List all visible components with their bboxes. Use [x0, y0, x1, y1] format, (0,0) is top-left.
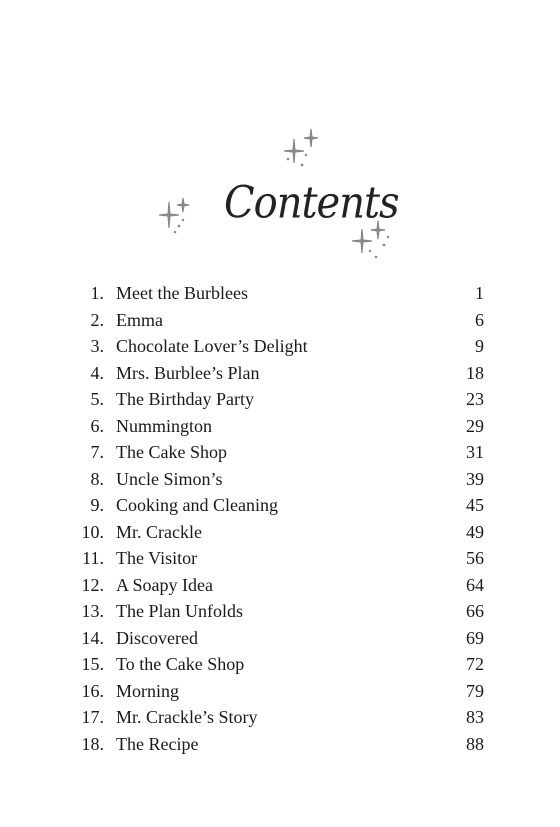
chapter-title: Mr. Crackle: [116, 521, 202, 542]
page-number: 88: [466, 733, 484, 754]
chapter-number: 6.: [90, 415, 104, 436]
page-number: 79: [466, 680, 484, 701]
toc-entry: [80, 386, 484, 413]
page-number: 64: [466, 574, 484, 595]
page-number: 66: [466, 601, 484, 621]
page-number: 83: [466, 707, 484, 727]
chapter-title: A Soapy Idea: [116, 574, 213, 595]
chapter-number: 11.: [82, 548, 104, 568]
page-number: 6: [475, 309, 484, 330]
sparkle-top-icon: [280, 125, 324, 175]
toc-entry: [80, 598, 484, 625]
toc-entry: [80, 413, 484, 440]
page-number: 56: [466, 548, 484, 568]
toc-entry: [80, 333, 484, 360]
chapter-title: Emma: [116, 309, 163, 330]
chapter-number: 10.: [81, 521, 104, 542]
toc-entry: [80, 625, 484, 652]
chapter-title: The Recipe: [116, 733, 199, 754]
chapter-number: 16.: [81, 680, 104, 701]
toc-entry: [80, 545, 484, 572]
chapter-title: The Visitor: [116, 548, 198, 568]
page-number: 23: [466, 389, 484, 409]
chapter-title: Uncle Simon’s: [116, 468, 223, 489]
chapter-number: 5.: [90, 389, 104, 409]
toc-entry: [80, 439, 484, 466]
toc-entry: [80, 492, 484, 519]
chapter-number: 18.: [81, 733, 104, 754]
page-number: 1: [475, 283, 484, 303]
page-number: 31: [466, 442, 484, 462]
chapter-title: Chocolate Lover’s Delight: [116, 336, 308, 356]
table-of-contents: [80, 280, 484, 757]
chapter-number: 9.: [90, 495, 104, 515]
chapter-title: Morning: [116, 680, 179, 701]
page-number: 72: [466, 654, 484, 674]
chapter-number: 14.: [81, 627, 104, 648]
page-number: 18: [466, 362, 484, 383]
toc-entry: [80, 678, 484, 705]
chapter-title: Cooking and Cleaning: [116, 495, 278, 515]
chapter-title: Nummington: [116, 415, 213, 436]
chapter-number: 1.: [90, 283, 104, 303]
chapter-number: 2.: [90, 309, 104, 330]
chapter-title: Discovered: [116, 627, 198, 648]
chapter-title: The Plan Unfolds: [116, 601, 243, 621]
chapter-title: The Birthday Party: [116, 389, 254, 409]
chapter-number: 7.: [90, 442, 104, 462]
page-number: 49: [466, 521, 484, 542]
page-number: 9: [475, 336, 484, 356]
chapter-number: 17.: [81, 707, 104, 727]
chapter-title: Mrs. Burblee’s Plan: [116, 362, 260, 383]
chapter-number: 3.: [90, 336, 104, 356]
chapter-title: Meet the Burblees: [116, 283, 248, 303]
page-number: 39: [466, 468, 484, 489]
chapter-title: To the Cake Shop: [116, 654, 245, 674]
chapter-title: The Cake Shop: [116, 442, 227, 462]
toc-entry: [80, 360, 484, 387]
chapter-number: 12.: [81, 574, 104, 595]
toc-entry: [80, 572, 484, 599]
page-number: 69: [466, 627, 484, 648]
chapter-title: Mr. Crackle’s Story: [116, 707, 258, 727]
page-number: 29: [466, 415, 484, 436]
page-number: 45: [466, 495, 484, 515]
chapter-number: 13.: [81, 601, 104, 621]
toc-entry: [80, 704, 484, 731]
toc-entry: [80, 651, 484, 678]
toc-entry: [80, 307, 484, 334]
contents-header: [0, 170, 560, 240]
page-title: Contents: [224, 177, 399, 229]
chapter-number: 4.: [90, 362, 104, 383]
chapter-number: 8.: [90, 468, 104, 489]
toc-entry: [80, 280, 484, 307]
chapter-number: 15.: [81, 654, 104, 674]
toc-entry: [80, 519, 484, 546]
toc-entry: [80, 731, 484, 758]
toc-entry: [80, 466, 484, 493]
